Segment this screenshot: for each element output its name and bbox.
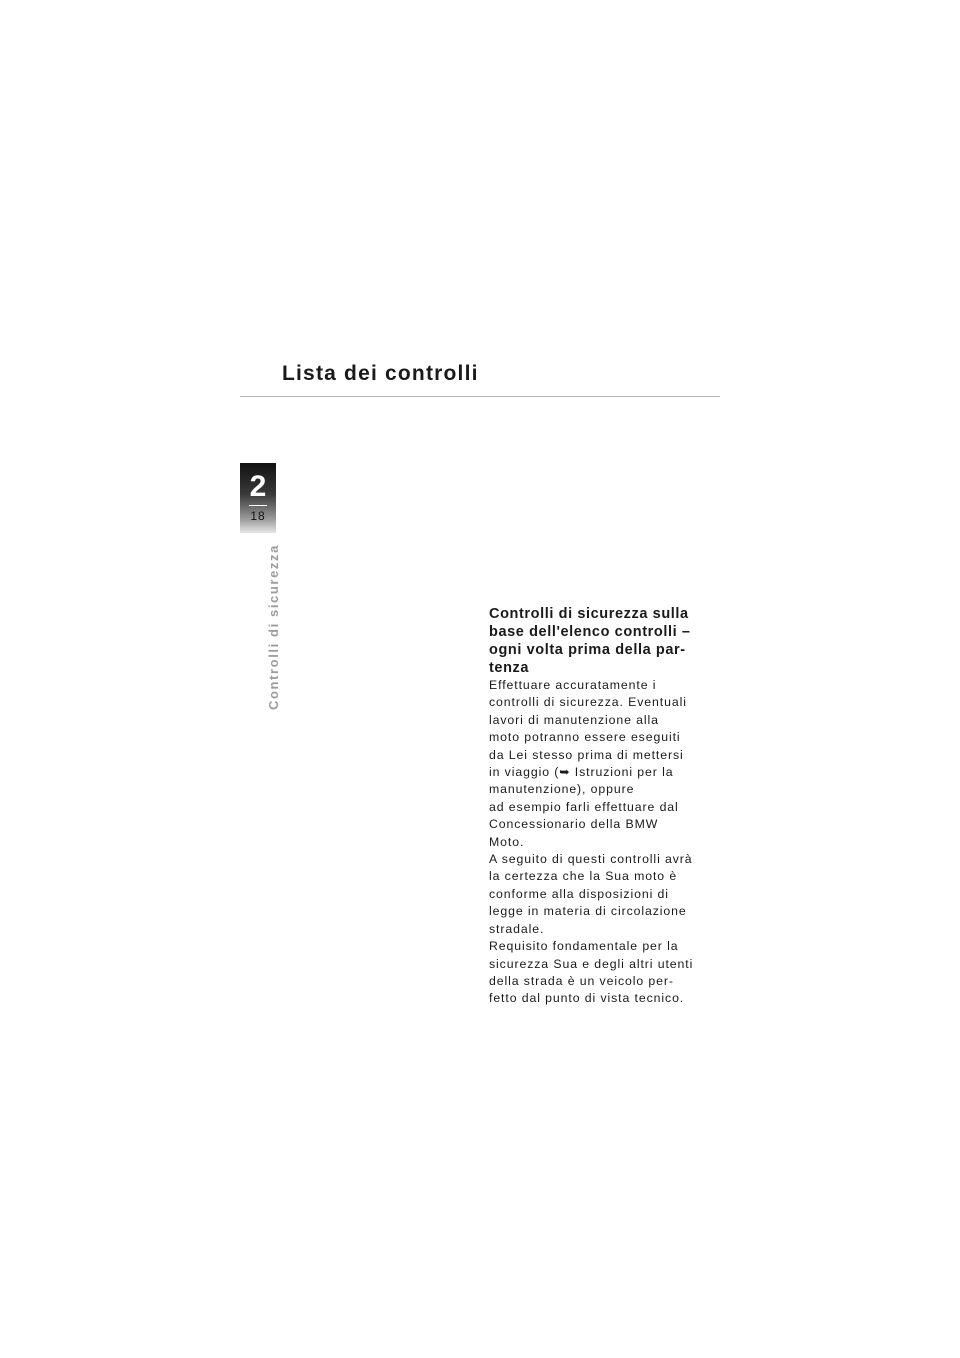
body-line: della strada è un veicolo per-	[489, 973, 674, 988]
body-line: controlli di sicurezza. Eventuali	[489, 695, 687, 710]
body-text	[489, 677, 694, 1008]
body-line: ad esempio farli effettuare dal	[489, 799, 679, 814]
heading-line: base dell'elenco controlli –	[489, 624, 691, 640]
heading-line: Controlli di sicurezza sulla	[489, 606, 689, 622]
body-line: Requisito fondamentale per la	[489, 939, 679, 954]
page-number: 18	[250, 509, 266, 523]
body-line: fetto dal punto di vista tecnico.	[489, 991, 685, 1006]
body-line: conforme alla disposizioni di	[489, 886, 669, 901]
chapter-tab	[240, 463, 276, 533]
body-line: sicurezza Sua e degli altri utenti	[489, 956, 694, 971]
body-line: stradale.	[489, 921, 545, 936]
body-line: moto potranno essere eseguiti	[489, 730, 681, 745]
body-line: in viaggio (➥ Istruzioni per la	[489, 765, 674, 780]
body-line: da Lei stesso prima di mettersi	[489, 747, 684, 762]
chapter-number: 2	[249, 470, 267, 503]
section-heading	[489, 605, 694, 677]
body-line: lavori di manutenzione alla	[489, 712, 659, 727]
body-line: Concessionario della BMW	[489, 817, 659, 832]
body-line: legge in materia di circolazione	[489, 904, 687, 919]
section-label-vertical: Controlli di sicurezza	[266, 544, 281, 710]
body-line: A seguito di questi controlli avrà	[489, 852, 693, 867]
body-line: Moto.	[489, 834, 525, 849]
body-line: la certezza che la Sua moto è	[489, 869, 678, 884]
heading-line: tenza	[489, 660, 530, 676]
page-title: Lista dei controlli	[282, 362, 479, 385]
content-column	[489, 605, 694, 1008]
chapter-divider	[249, 505, 267, 506]
body-line: manutenzione), oppure	[489, 782, 635, 797]
title-divider	[240, 396, 720, 397]
heading-line: ogni volta prima della par-	[489, 642, 686, 658]
body-line: Effettuare accuratamente i	[489, 678, 657, 692]
